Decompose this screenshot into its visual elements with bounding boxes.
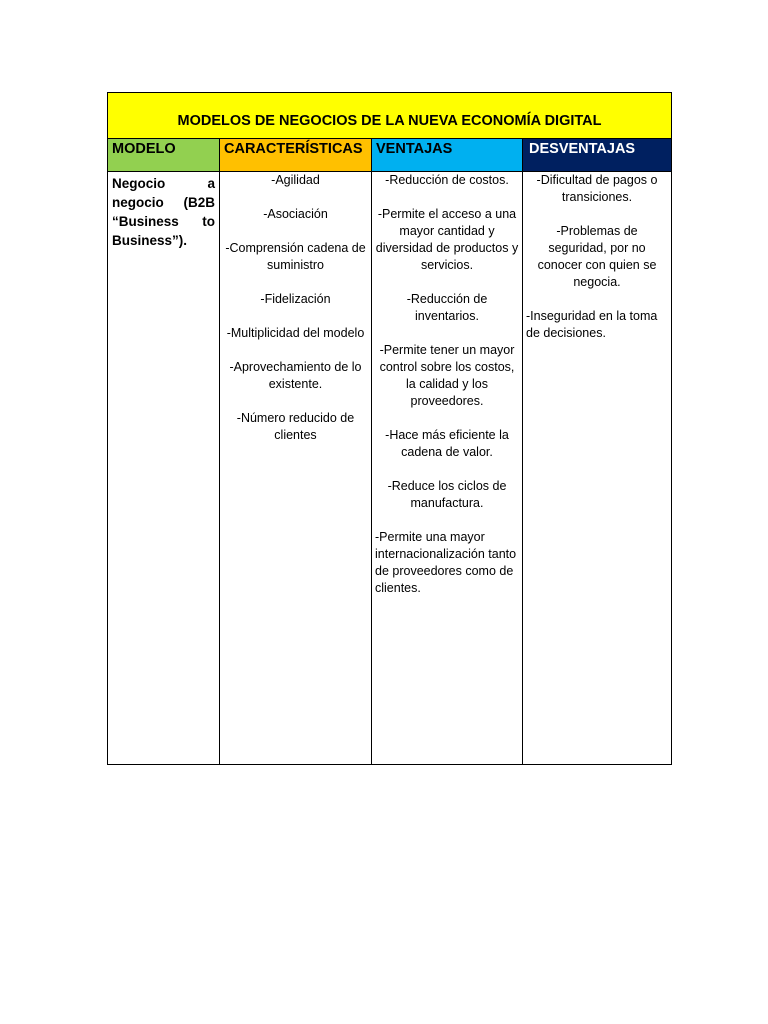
list-item: -Hace más eficiente la cadena de valor.: [385, 428, 509, 459]
header-caracteristicas: CARACTERÍSTICAS: [220, 139, 372, 172]
cell-caracteristicas: [220, 172, 372, 764]
header-desventajas: DESVENTAJAS: [523, 139, 671, 172]
list-item: -Aprovechamiento de lo existente.: [229, 360, 362, 391]
table-row: [108, 172, 671, 764]
list-item: -Multiplicidad del modelo: [226, 326, 365, 340]
header-ventajas: VENTAJAS: [372, 139, 523, 172]
list-item: -Permite el acceso a una mayor cantidad y diversidad de productos y servicios.: [375, 207, 519, 272]
list-item: -Inseguridad en la toma de decisiones.: [526, 309, 658, 340]
list-item: -Permite una mayor internacionalización tanto de proveedores como de clientes.: [375, 530, 517, 595]
list-item: -Comprensión cadena de suministro: [225, 241, 366, 272]
list-item: -Dificultad de pagos o transiciones.: [536, 173, 658, 204]
table-title: MODELOS DE NEGOCIOS DE LA NUEVA ECONOMÍA DIGITAL: [108, 93, 671, 139]
list-item: -Problemas de seguridad, por no conocer con quien se negocia.: [537, 224, 657, 289]
list-item: -Reduce los ciclos de manufactura.: [387, 479, 507, 510]
header-row: [108, 139, 671, 172]
list-item: -Permite tener un mayor control sobre los costos, la calidad y los proveedores.: [379, 343, 515, 408]
list-item: -Asociación: [263, 207, 328, 221]
header-modelo: MODELO: [108, 139, 220, 172]
business-models-table: [107, 92, 672, 765]
cell-desventajas: [523, 172, 671, 764]
list-item: -Reducción de inventarios.: [406, 292, 488, 323]
cell-ventajas: [372, 172, 523, 764]
list-item: -Agilidad: [271, 173, 320, 187]
cell-modelo: [108, 172, 220, 764]
list-item: -Fidelización: [260, 292, 331, 306]
modelo-text: Negocio a negocio (B2B “Business to Business”).: [112, 176, 215, 248]
list-item: -Número reducido de clientes: [236, 411, 355, 442]
list-item: -Reducción de costos.: [385, 173, 509, 187]
